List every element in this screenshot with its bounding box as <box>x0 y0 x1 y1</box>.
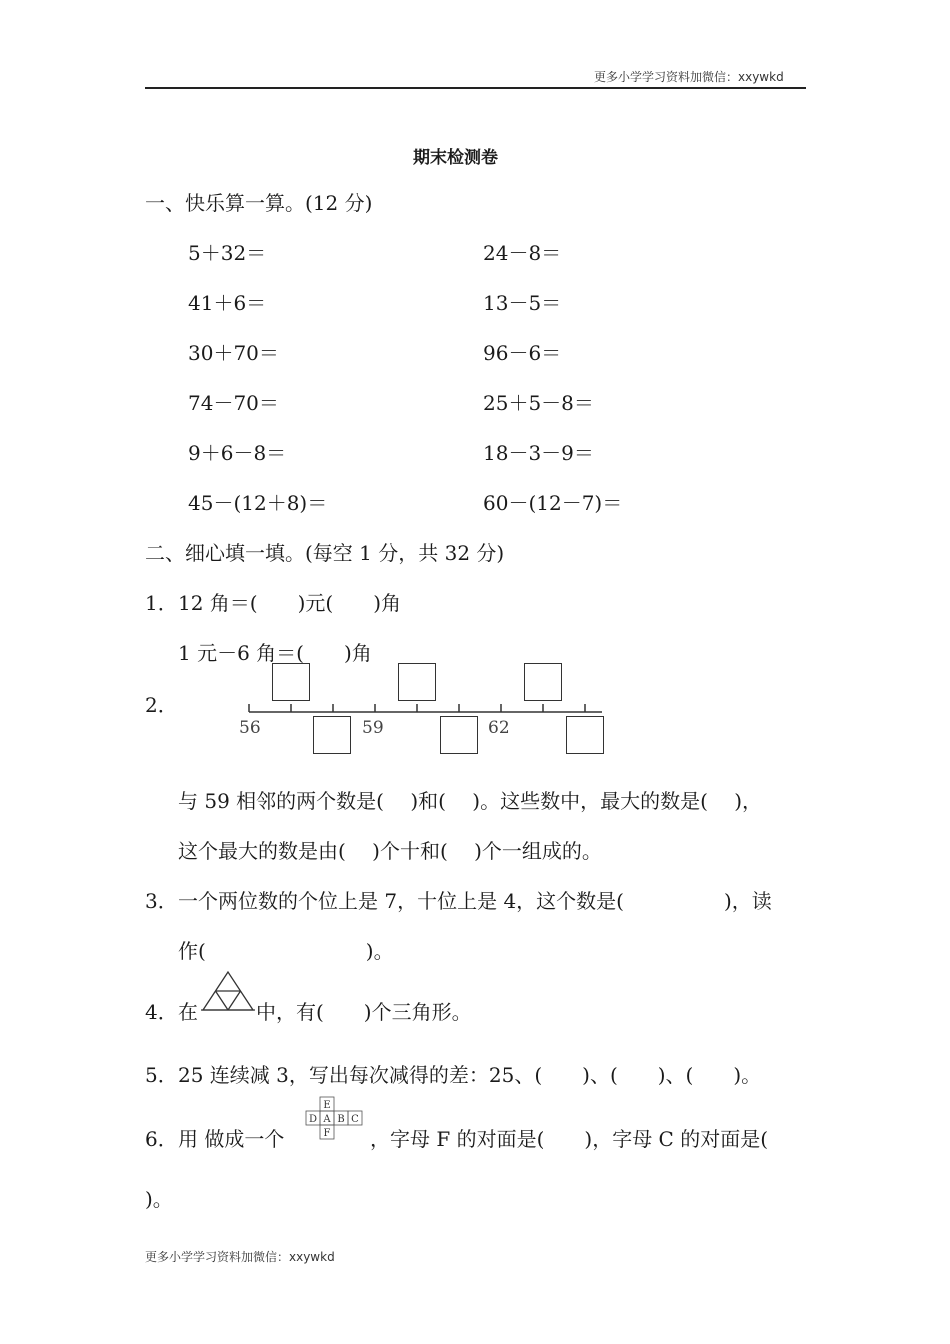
page-title: 期末检测卷 <box>413 148 498 168</box>
q1-number: 1． <box>145 591 178 615</box>
net-letter-E: E <box>323 1100 331 1111</box>
answer-box[interactable] <box>566 716 604 754</box>
q5-number: 5． <box>145 1063 178 1087</box>
answer-box[interactable] <box>272 663 310 701</box>
net-letter-B: B <box>337 1114 345 1125</box>
q3-line2: 作( )。 <box>178 939 394 963</box>
number-line-label-59: 59 <box>362 718 384 738</box>
q1-line1: 12 角＝( )元( )角 <box>178 591 402 615</box>
net-letter-F: F <box>323 1128 331 1139</box>
net-letter-C: C <box>351 1114 359 1125</box>
q2-line1: 与 59 相邻的两个数是( )和( )。这些数中，最大的数是( )， <box>178 789 763 813</box>
section2-heading: 二、细心填一填。(每空 1 分，共 32 分) <box>145 541 505 565</box>
calc-left-1: 5＋32＝ <box>188 241 267 265</box>
q5-text: 25 连续减 3，写出每次减得的差：25、( )、( )、( )。 <box>178 1063 762 1087</box>
header-rule <box>145 87 806 89</box>
answer-box[interactable] <box>398 663 436 701</box>
number-line-label-56: 56 <box>239 718 261 738</box>
footer-note: 更多小学学习资料加微信：xxywkd <box>145 1250 335 1264</box>
q2-line2: 这个最大的数是由( )个十和( )个一组成的。 <box>178 839 602 863</box>
q6-before: 用 做成一个 <box>178 1127 285 1151</box>
calc-right-5: 18－3－9＝ <box>483 441 594 465</box>
number-line-axis <box>240 700 620 720</box>
calc-left-2: 41＋6＝ <box>188 291 267 315</box>
q3-line1: 一个两位数的个位上是 7，十位上是 4，这个数是( )，读 <box>178 889 772 913</box>
q6-number: 6． <box>145 1127 178 1151</box>
calc-left-3: 30＋70＝ <box>188 341 279 365</box>
calc-right-2: 13－5＝ <box>483 291 562 315</box>
q4-number: 4． <box>145 1000 178 1024</box>
q4-before: 在 <box>178 1000 198 1024</box>
triangle-figure-icon <box>201 970 255 1012</box>
answer-box[interactable] <box>313 716 351 754</box>
answer-box[interactable] <box>524 663 562 701</box>
answer-box[interactable] <box>440 716 478 754</box>
net-letter-D: D <box>308 1114 318 1125</box>
calc-right-3: 96－6＝ <box>483 341 562 365</box>
calc-left-5: 9＋6－8＝ <box>188 441 287 465</box>
calc-left-6: 45－(12＋8)＝ <box>188 491 328 515</box>
q1-line2: 1 元－6 角＝( )角 <box>178 641 372 665</box>
calc-right-1: 24－8＝ <box>483 241 562 265</box>
calc-left-4: 74－70＝ <box>188 391 279 415</box>
q2-number: 2． <box>145 693 178 717</box>
cube-net-figure <box>304 1095 370 1143</box>
section1-heading: 一、快乐算一算。(12 分) <box>145 191 373 215</box>
q4-after: 中，有( )个三角形。 <box>256 1000 472 1024</box>
q3-number: 3． <box>145 889 178 913</box>
q6-line2: )。 <box>145 1187 173 1211</box>
number-line-label-62: 62 <box>488 718 510 738</box>
q6-after: ，字母 F 的对面是( )，字母 C 的对面是( <box>370 1127 769 1151</box>
net-letter-A: A <box>323 1114 331 1125</box>
header-note: 更多小学学习资料加微信：xxywkd <box>594 70 784 84</box>
calc-right-4: 25＋5－8＝ <box>483 391 594 415</box>
calc-right-6: 60－(12－7)＝ <box>483 491 623 515</box>
